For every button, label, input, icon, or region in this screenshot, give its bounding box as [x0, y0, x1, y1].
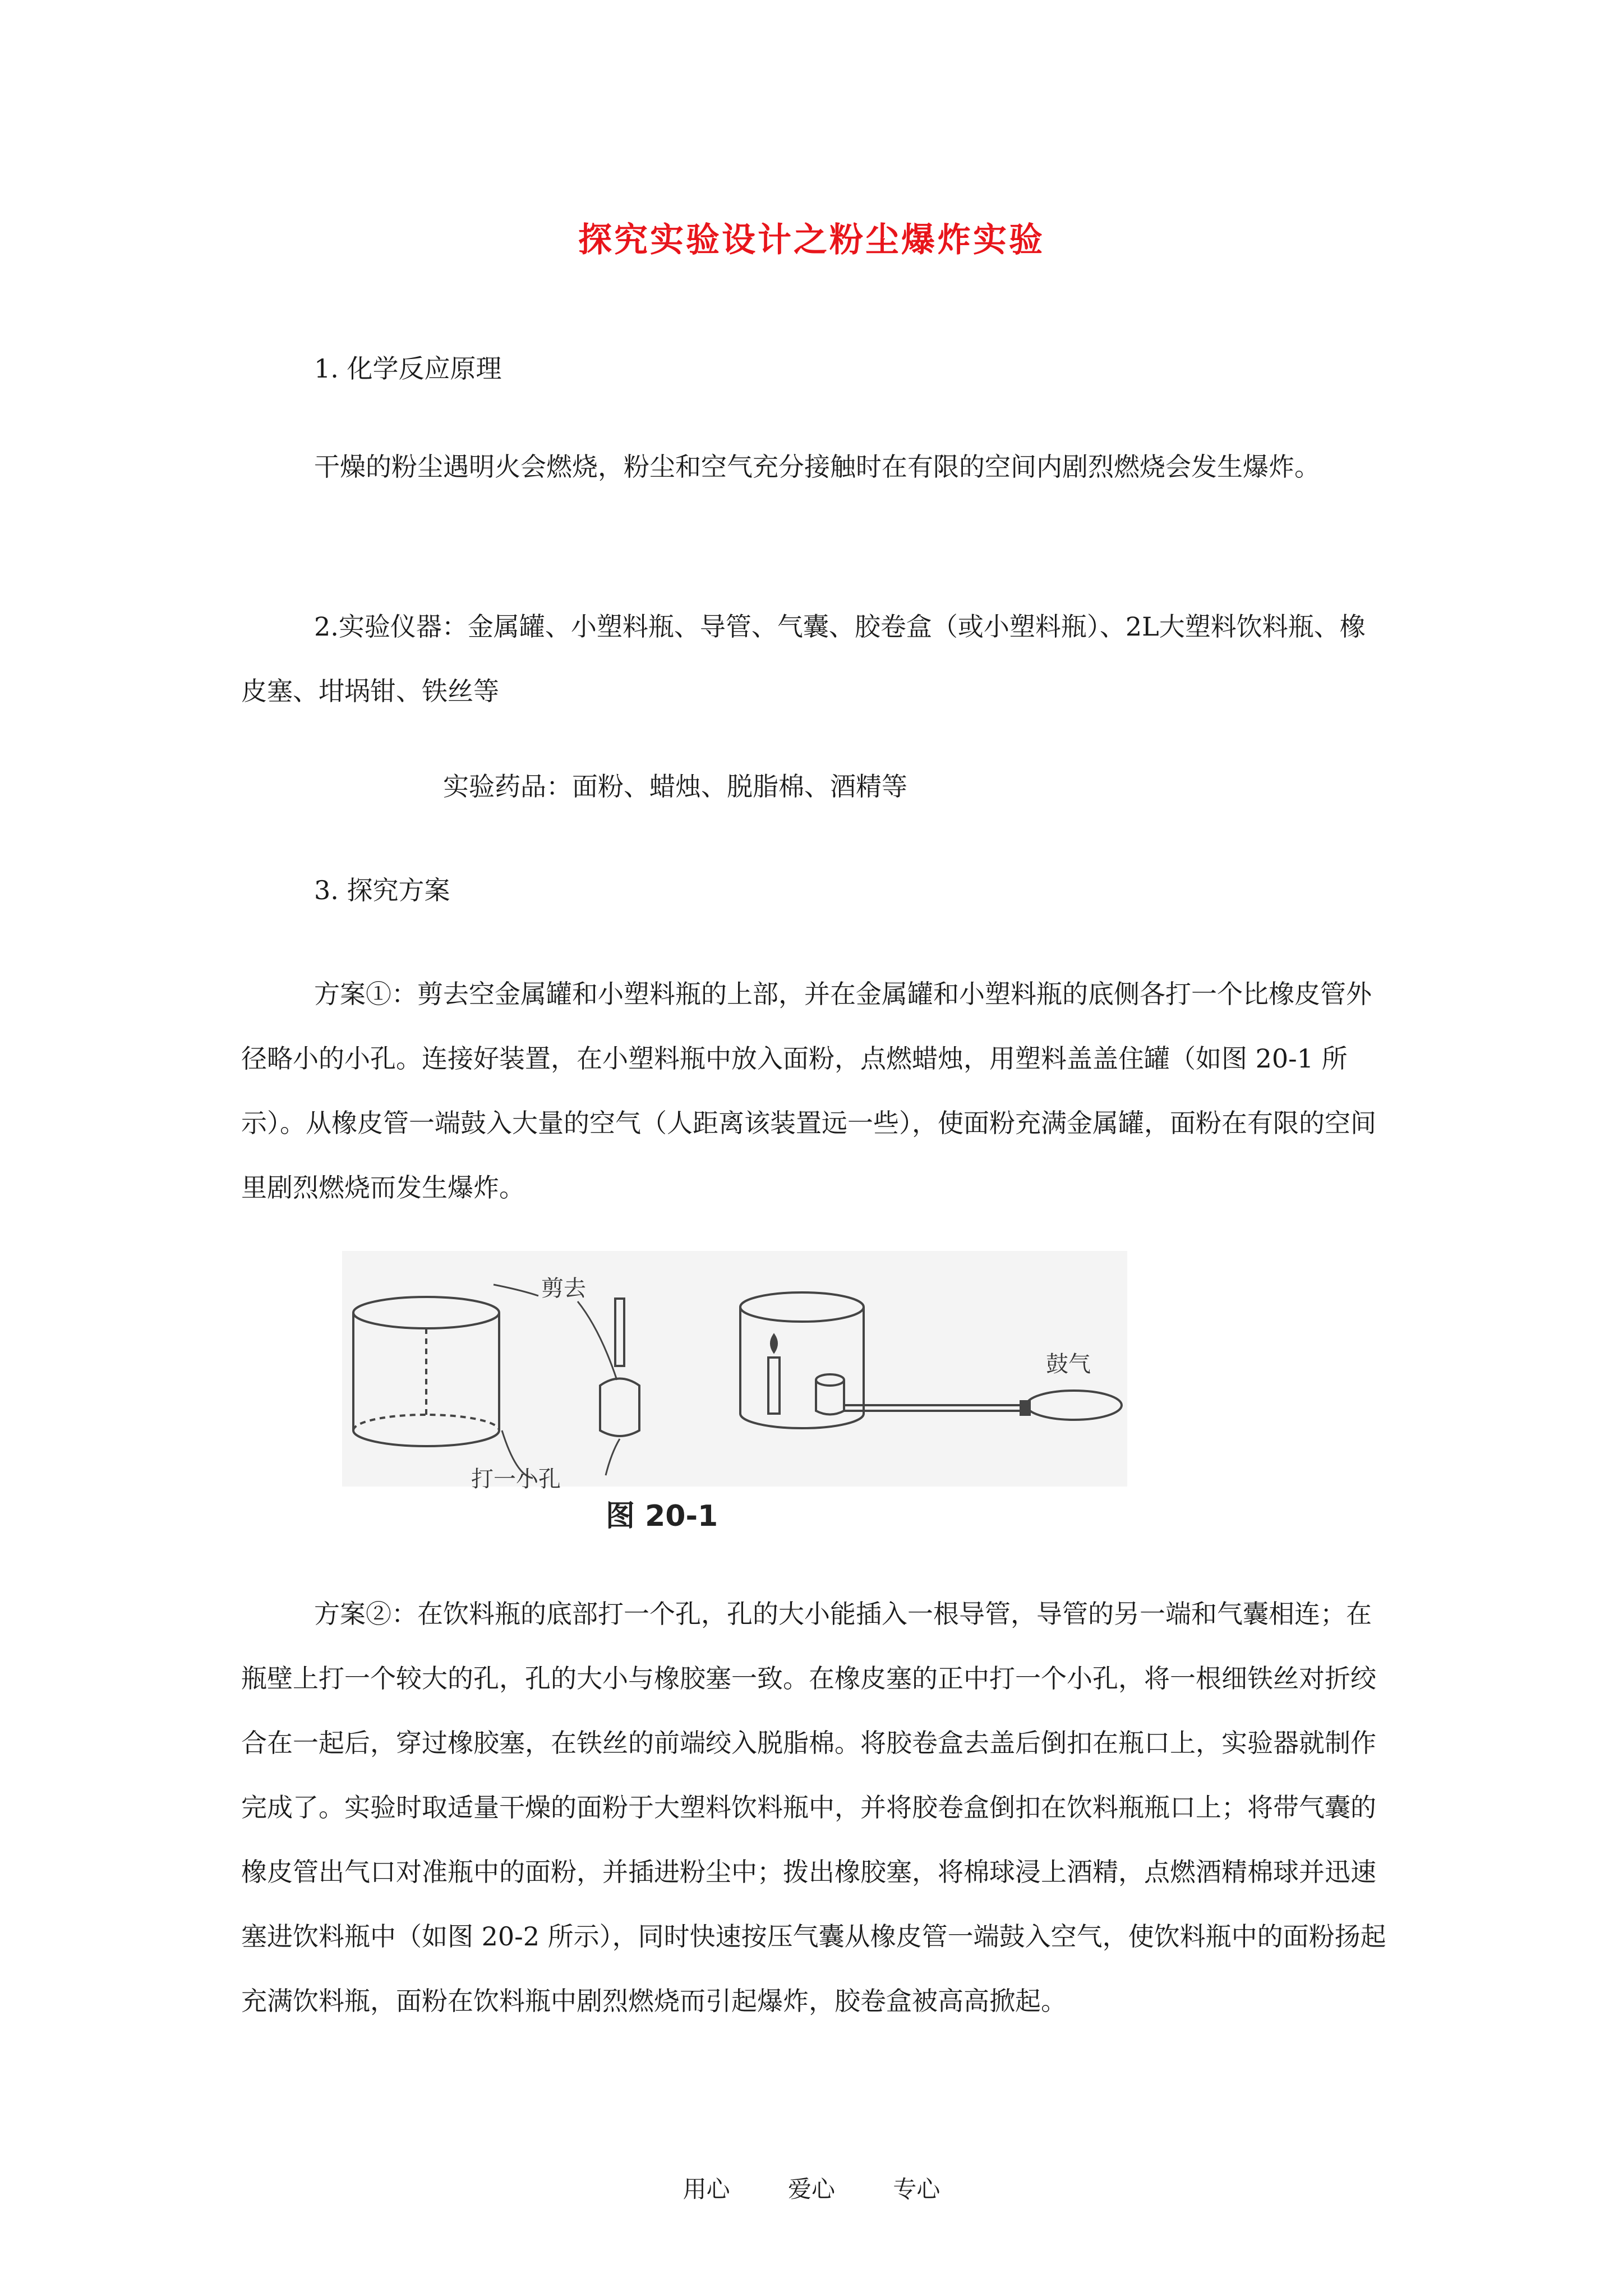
label-hole: 打一小孔 — [471, 1466, 561, 1492]
page-footer — [0, 2171, 1623, 2205]
plan-1-paragraph: 方案①：剪去空金属罐和小塑料瓶的上部，并在金属罐和小塑料瓶的底侧各打一个比橡皮管外径略小的小孔。连接好装置，在小塑料瓶中放入面粉，点燃蜡烛，用塑料盖盖住罐（如图 20-1 所示）。从橡皮管一端鼓入大量的空气（人距离该装置远一些），使面粉充满金属罐，面粉在有限的空间里剧烈燃烧而发生爆炸。 — [241, 979, 1376, 1203]
label-cut: 剪去 — [541, 1276, 586, 1301]
footer-word-3: 专心 — [893, 2175, 940, 2203]
figure-caption: 图 20-1 — [606, 1499, 718, 1533]
section-1-text: 干燥的粉尘遇明火会燃烧，粉尘和空气充分接触时在有限的空间内剧烈燃烧会发生爆炸。 — [314, 452, 1320, 482]
section-3-heading: 3. 探究方案 — [314, 875, 450, 905]
label-blow: 鼓气 — [1046, 1351, 1091, 1377]
figure-20-1 — [342, 1251, 1127, 1543]
footer-word-2: 爱心 — [787, 2175, 835, 2203]
plan-2-paragraph: 方案②：在饮料瓶的底部打一个孔，孔的大小能插入一根导管，导管的另一端和气囊相连；在瓶壁上打一个较大的孔，孔的大小与橡胶塞一致。在橡皮塞的正中打一个小孔，将一根细铁丝对折绞合在一起后，穿过橡胶塞，在铁丝的前端绞入脱脂棉。将胶卷盒去盖后倒扣在瓶口上，实验器就制作完成了。实验时取适量干燥的面粉于大塑料饮料瓶中，并将胶卷盒倒扣在饮料瓶瓶口上；将带气囊的橡皮管出气口对准瓶中的面粉，并插进粉尘中；拨出橡胶塞，将棉球浸上酒精，点燃酒精棉球并迅速塞进饮料瓶中（如图 20-2 所示），同时快速按压气囊从橡皮管一端鼓入空气，使饮料瓶中的面粉扬起充满饮料瓶，面粉在饮料瓶中剧烈燃烧而引起爆炸，胶卷盒被高高掀起。 — [241, 1599, 1386, 2016]
footer-word-1: 用心 — [683, 2175, 730, 2203]
document-title: 探究实验设计之粉尘爆炸实验 — [578, 220, 1045, 260]
section-2-apparatus: 2.实验仪器：金属罐、小塑料瓶、导管、气囊、胶卷盒（或小塑料瓶）、2L大塑料饮料瓶、橡皮塞、坩埚钳、铁丝等 — [241, 611, 1366, 706]
section-1-heading: 1. 化学反应原理 — [314, 353, 502, 384]
section-2-reagents: 实验药品：面粉、蜡烛、脱脂棉、酒精等 — [443, 771, 907, 802]
